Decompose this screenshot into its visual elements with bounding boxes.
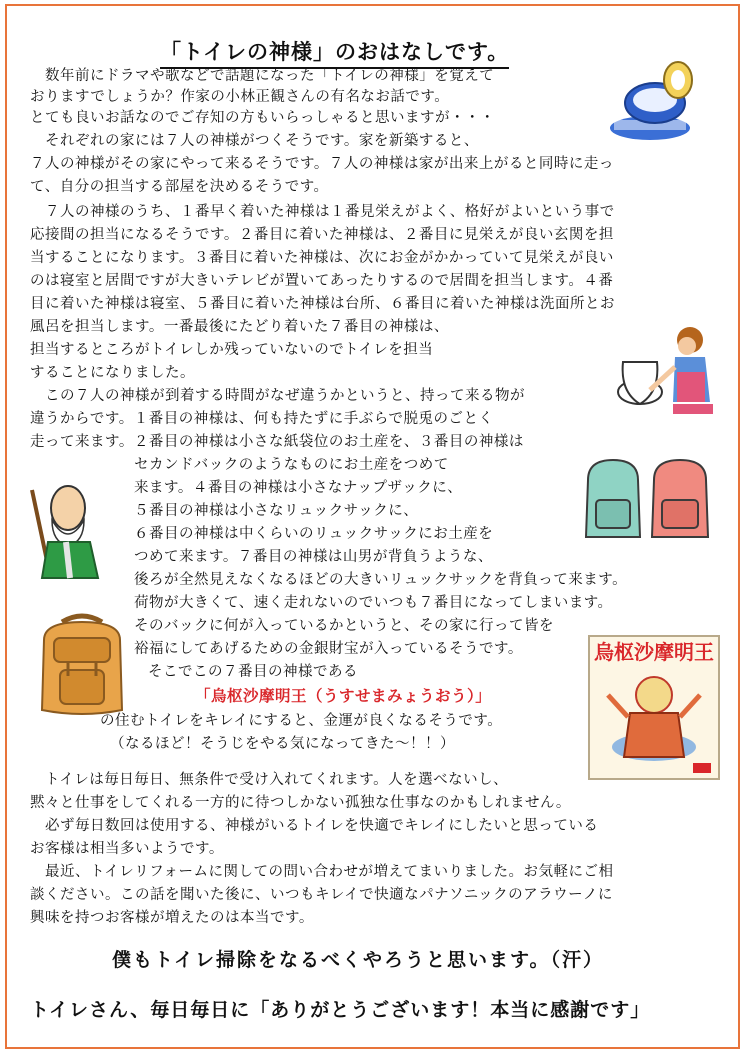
text-line: この７人の神様が到着する時間がなぜ違うかというと、持って来る物が xyxy=(30,388,525,404)
text-line: つめて来ます。７番目の神様は山男が背負うような、 xyxy=(134,549,493,565)
text-line: そのバックに何が入っているかというと、その家に行って皆を xyxy=(134,618,554,634)
deity-name-highlight: 「烏枢沙摩明王（うすせまみょうおう）」 xyxy=(195,687,492,705)
text-line: 談ください。この話を聞いた後に、いつもキレイで快適なパナソニックのアラウーノに xyxy=(30,887,613,903)
text-line: それぞれの家には７人の神様がつくそうです。家を新築すると、 xyxy=(30,133,479,149)
text-line: お客様は相当多いようです。 xyxy=(30,841,224,857)
text-line: 最近、トイレリフォームに関しての問い合わせが増えてまいりました。お気軽にご相 xyxy=(30,864,614,880)
text-line: の住むトイレをキレイにすると、金運が良くなるそうです。 xyxy=(100,713,503,729)
text-line: 当することになります。３番目に着いた神様は、次にお金がかかっていて見栄えが良い xyxy=(30,250,614,266)
ucchusma-poster-illustration xyxy=(588,635,720,780)
large-rucksack-illustration xyxy=(32,610,132,720)
woman-cleaning-toilet-illustration xyxy=(615,322,720,422)
text-line: 風呂を担当します。一番最後にたどり着いた７番目の神様は、 xyxy=(30,319,449,335)
old-sage-illustration xyxy=(18,480,108,580)
backpacks-illustration xyxy=(578,455,718,545)
poster-title: 烏枢沙摩明王 xyxy=(594,640,714,664)
closing-thanks: トイレさん、毎日毎日に「ありがとうございます！本当に感謝です」 xyxy=(30,999,651,1021)
text-line: することになりました。 xyxy=(30,365,195,381)
text-line: 後ろが全然見えなくなるほどの大きいリュックサックを背負って来ます。 xyxy=(134,572,628,588)
text-line: 来ます。４番目の神様は小さなナップザックに、 xyxy=(134,480,463,496)
text-line: 応接間の担当になるそうです。２番目に着いた神様は、２番目に見栄えが良い玄関を担 xyxy=(30,227,614,243)
text-line: 裕福にしてあげるための金銀財宝が入っているそうです。 xyxy=(134,641,523,657)
text-line: 数年前にドラマや歌などで話題になった「トイレの神様」を覚えて xyxy=(30,68,495,84)
text-line: セカンドバックのようなものにお土産をつめて xyxy=(134,457,449,473)
text-line: のは寝室と居間ですが大きいテレビが置いてあったりするので居間を担当します。４番 xyxy=(30,273,614,289)
text-line: 担当するところがトイレしか残っていないのでトイレを担当 xyxy=(30,342,434,358)
text-line: て、自分の担当する部屋を決めるそうです。 xyxy=(30,179,329,195)
text-line: （なるほど！そうじをやる気になってきた～！！） xyxy=(110,736,455,752)
closing-remark: 僕もトイレ掃除をなるべくやろうと思います。（汗） xyxy=(112,949,605,971)
text-line: 走って来ます。２番目の神様は小さな紙袋位のお土産を、３番目の神様は xyxy=(30,434,524,450)
text-line: ７人の神様がその家にやって来るそうです。７人の神様は家が出来上がると同時に走っ xyxy=(30,156,614,172)
text-line: 興味を持つお客様が増えたのは本当です。 xyxy=(30,910,314,926)
text-line: そこでこの７番目の神様である xyxy=(148,664,358,680)
text-line: 荷物が大きくて、速く走れないのでいつも７番目になってしまいます。 xyxy=(134,595,613,611)
text-line: 黙々と仕事をしてくれる一方的に待つしかない孤独な仕事なのかもしれません。 xyxy=(30,795,571,811)
text-line: ６番目の神様は中くらいのリュックサックにお土産を xyxy=(134,526,494,542)
text-line: とても良いお話なのでご存知の方もいらっしゃると思いますが・・・ xyxy=(30,110,495,126)
text-line: 違うからです。１番目の神様は、何も持たずに手ぶらで脱兎のごとく xyxy=(30,411,494,427)
toilet-illustration xyxy=(600,58,710,148)
text-line: ７人の神様のうち、１番早く着いた神様は１番見栄えがよく、格好がよいという事で xyxy=(30,204,615,220)
text-line: 目に着いた神様は寝室、５番目に着いた神様は台所、６番目に着いた神様は洗面所とお xyxy=(30,296,615,312)
text-line: ５番目の神様は小さなリュックサックに、 xyxy=(134,503,419,519)
text-line: 必ず毎日数回は使用する、神様がいるトイレを快適でキレイにしたいと思っている xyxy=(30,818,599,834)
text-line: トイレは毎日毎日、無条件で受け入れてくれます。人を選べないし、 xyxy=(30,772,509,788)
text-line: おりますでしょうか？作家の小林正観さんの有名なお話です。 xyxy=(30,89,450,105)
page-title: 「トイレの神様」のおはなしです。 xyxy=(160,36,509,69)
